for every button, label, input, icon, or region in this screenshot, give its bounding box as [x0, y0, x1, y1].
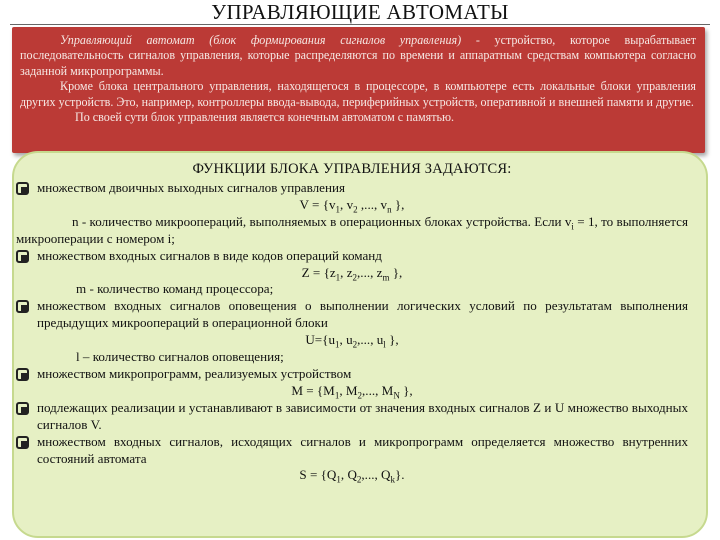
bullet-text: множеством входных сигналов, исходящих сигналов и микропрограмм определяется множество внутренних состояний автомата — [37, 433, 688, 466]
checkbox-bullet-icon — [16, 402, 29, 415]
bullet-microprograms — [16, 366, 688, 383]
bullet-text: множеством микропрограмм, реализуемых устройством — [37, 365, 352, 381]
checkbox-bullet-icon — [16, 368, 29, 381]
title-divider — [10, 24, 710, 25]
bullet-text: подлежащих реализации и устанавливают в зависимости от значения входных сигналов Z и U множество выходных сигналов V. — [37, 399, 688, 432]
formula-z: $Z = \{z_1$, $z_2$,..., $z_m$ }, — [301, 264, 403, 283]
functions-content — [16, 160, 688, 484]
bullet-input-codes — [16, 248, 688, 265]
note-z: m - количество команд процессора; — [76, 281, 274, 297]
functions-heading: ФУНКЦИИ БЛОКА УПРАВЛЕНИЯ ЗАДАЮТСЯ: — [192, 161, 512, 177]
checkbox-bullet-icon — [16, 250, 29, 263]
bullet-internal-states — [16, 434, 688, 468]
definition-paragraph-2: Кроме блока центрального управления, находящегося в процессоре, в компьютере есть локальные блоки управления других устройств. Это, например, контроллеры ввода-вывода, периферийных устройств, оперативной и внешней памяти и другие. — [20, 79, 696, 109]
definition-paragraph-3: По своей сути блок управления является конечным автоматом с памятью. — [75, 110, 455, 125]
formula-v: $V = \{v_1$, $v_2$ ,..., $v_n$ }, — [299, 196, 405, 215]
definition-term: Управляющий автомат (блок формирования сигналов управления) — [60, 33, 462, 47]
formula-m: $M = \{M_1$, $M_2$,..., $M_N$ }, — [291, 382, 413, 401]
formula-s: $S = \{Q_1$, $Q_2$,..., $Q_k$}. — [299, 467, 405, 486]
slide-title: УПРАВЛЯЮЩИЕ АВТОМАТЫ — [211, 0, 509, 24]
definition-paragraph-1 — [20, 33, 696, 79]
checkbox-bullet-icon — [16, 436, 29, 449]
bullet-text: множеством двоичных выходных сигналов управления — [37, 180, 345, 195]
formula-u: $U=\{u_1$, $u_2$,..., $u_l$ }, — [305, 332, 399, 350]
definition-body: - устройство, которое вырабатывает последовательность сигналов управления, которые распределяются по времени и аппаратным средствам компьютера согласно заданной микропрограммы. — [20, 33, 696, 78]
checkbox-bullet-icon — [16, 300, 29, 313]
bullet-realization — [16, 400, 688, 434]
bullet-text: множеством входных сигналов в виде кодов операций команд — [37, 247, 382, 263]
note-u: l – количество сигналов оповещения; — [76, 349, 284, 365]
bullet-notification-signals — [16, 298, 688, 332]
checkbox-bullet-icon — [16, 182, 29, 195]
definition-text — [20, 33, 696, 125]
bullet-output-signals — [16, 180, 688, 197]
bullet-text: множеством входных сигналов оповещения о выполнении логических условий по результатам выполнения предыдущих микроопераций в операционной блоки — [37, 298, 688, 331]
note-v: n - количество микроопераций, выполняемых в операционных блоках устройства. Если $v_i = 1$, то выполняется микрооперации с номером i; — [16, 213, 688, 246]
